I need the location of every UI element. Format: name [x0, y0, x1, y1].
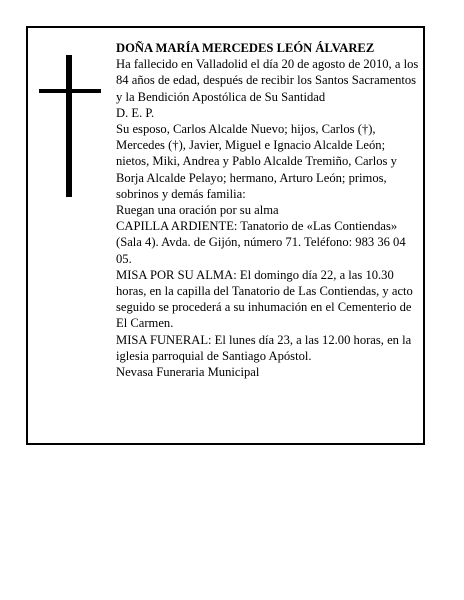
cross-vertical-bar — [66, 55, 72, 197]
mass-info: MISA POR SU ALMA: El domingo día 22, a las 10.30 horas, en la capilla del Tanatorio de Las Contiendas, y acto seguido se procederá a su inhumación en el Cementerio de El Carmen. — [116, 267, 413, 331]
prayer-request: Ruegan una oración por su alma — [116, 203, 279, 218]
family-list: Su esposo, Carlos Alcalde Nuevo; hijos, Carlos (†), Mercedes (†), Javier, Miguel e Ignacio Alcalde León; nietos, Miki, Andrea y Pablo Alcalde Tremiño, Carlos y Borja Alcalde Pelayo; hermano, Arturo León; primos, sobrinos y demás familia: — [116, 122, 397, 201]
notice-text — [116, 40, 421, 380]
cross-horizontal-bar — [39, 89, 101, 93]
cross-icon — [39, 55, 101, 197]
deceased-name: DOÑA MARÍA MERCEDES LEÓN ÁLVAREZ — [116, 41, 375, 55]
rip-line: D. E. P. — [116, 105, 155, 120]
obituary-notice — [26, 26, 425, 445]
funeral-mass-info: MISA FUNERAL: El lunes día 23, a las 12.00 horas, en la iglesia parroquial de Santiago Apóstol. — [116, 332, 412, 363]
funeral-home: Nevasa Funeraria Municipal — [116, 365, 260, 380]
death-announcement: Ha fallecido en Valladolid el día 20 de agosto de 2010, a los 84 años de edad, después de recibir los Santos Sacramentos y la Bendición Apostólica de Su Santidad — [116, 57, 419, 104]
chapel-info: CAPILLA ARDIENTE: Tanatorio de «Las Contiendas» (Sala 4). Avda. de Gijón, número 71. Teléfono: 983 36 04 05. — [116, 219, 406, 266]
